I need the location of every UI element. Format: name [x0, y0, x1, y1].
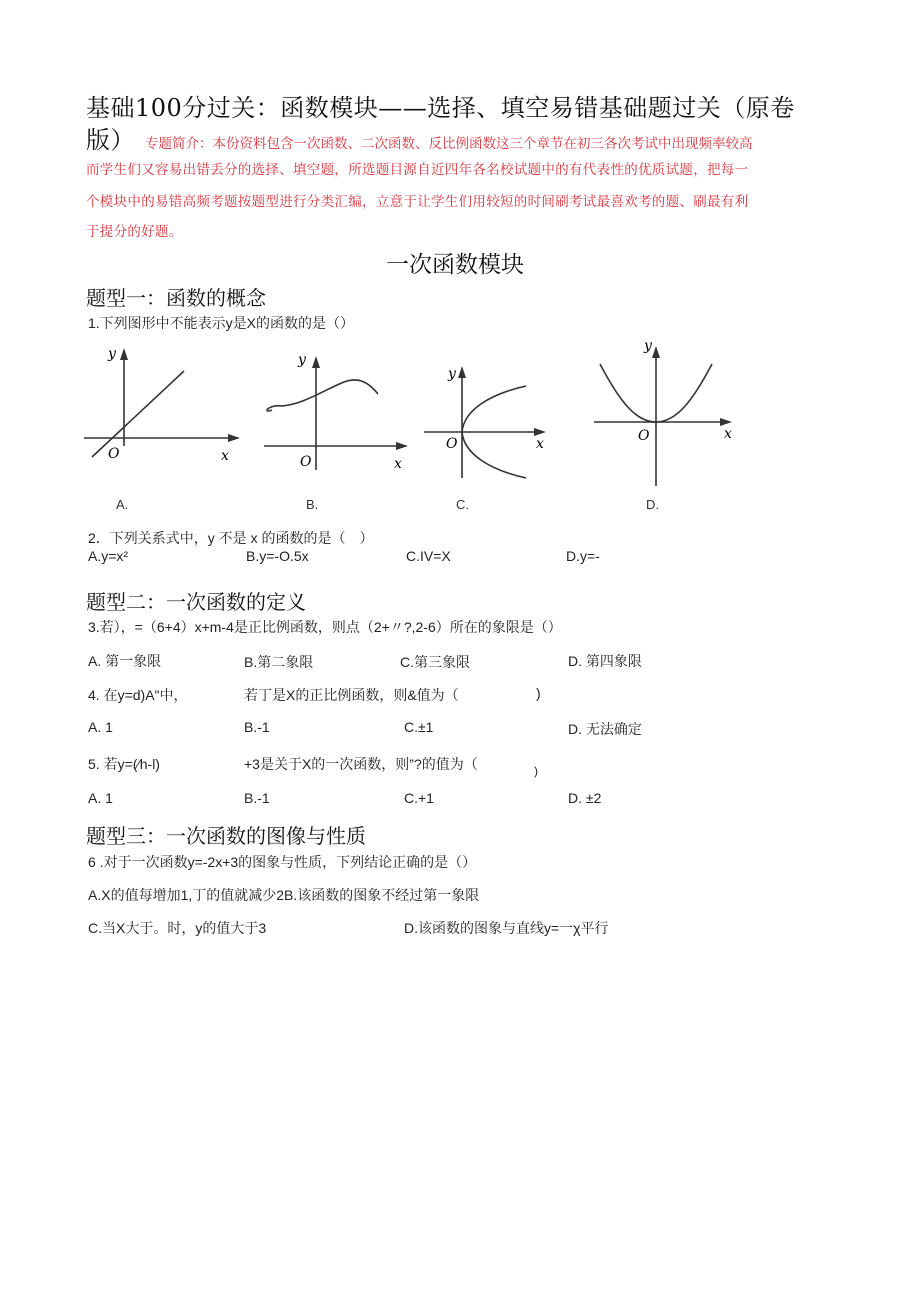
option-d: D.该函数的图象与直线y=一χ平行 [404, 920, 609, 936]
x-axis-label: x [394, 456, 402, 472]
option-a: A.y=x² [88, 548, 129, 564]
option-c: C.+1 [404, 790, 434, 806]
title-continuation-row [86, 120, 753, 155]
graph-d-label: D. [646, 497, 659, 512]
y-axis-arrow-icon [458, 366, 466, 378]
graph-a-label: A. [116, 497, 129, 512]
option-d: D.y=- [566, 548, 600, 564]
option-c: C.±1 [404, 719, 434, 735]
graph-c [420, 338, 570, 518]
x-axis-arrow-icon [720, 418, 732, 426]
option-a: A. 1 [88, 719, 113, 735]
option-a-b: A.X的值每增加1,丁的值就减少2B.该函数的图象不经过第一象限 [88, 887, 480, 903]
option-a: A. 第一象限 [88, 653, 162, 669]
question-1-stem: 1.下列图形中不能表示y是X的函数的是（） [88, 315, 355, 331]
y-axis-label: y [448, 366, 456, 382]
intro-text-line: 而学生们又容易出错丢分的选择、填空题，所选题目源自近四年各名校试题中的有代表性的优质试题，把每一 [86, 162, 749, 178]
question-4-stem-start: 4. 在y=d)A"中， [88, 687, 188, 703]
x-axis-label: x [724, 426, 732, 442]
section-heading: 题型二：一次函数的定义 [86, 590, 306, 614]
origin-label: O [446, 436, 458, 452]
graph-a [82, 338, 252, 518]
x-axis-arrow-icon [396, 442, 408, 450]
question-4-stem-end: ) [536, 685, 541, 701]
option-c: C.当X大于。时，y的值大于3 [88, 920, 267, 936]
y-axis-arrow-icon [312, 356, 320, 368]
graph-d [590, 336, 750, 516]
option-b: B.-1 [244, 790, 270, 806]
question-5-stem-start: 5. 若y=(∕h-l) [88, 756, 160, 772]
x-axis-label: x [221, 448, 229, 464]
intro-text-line: 于提分的好题。 [86, 224, 183, 240]
question-5-stem-middle: +3是关于X的一次函数，则”?的值为（ [244, 756, 478, 772]
option-c: C.第三象限 [400, 654, 470, 670]
question-6-stem: 6 .对于一次函数y=-2x+3的图象与性质，下列结论正确的是（） [88, 854, 477, 870]
intro-text-inline: 专题简介：本份资料包含一次函数、二次函数、反比例函数这三个章节在初三各次考试中出现频率较高 [145, 136, 753, 152]
x-axis-arrow-icon [534, 428, 546, 436]
module-title: 一次函数模块 [386, 252, 524, 278]
question-2-stem: 2．下列关系式中，y 不是 x 的函数的是（ ） [88, 530, 374, 546]
question-4-stem-middle: 若丁是X的正比例函数，则&值为（ [244, 687, 459, 703]
document-title: 基础100分过关：函数模块——选择、填空易错基础题过关（原卷 [86, 94, 795, 122]
origin-label: O [300, 454, 312, 470]
y-axis-arrow-icon [652, 346, 660, 358]
y-axis-arrow-icon [120, 348, 128, 360]
option-d: D. ±2 [568, 790, 602, 806]
section-heading: 题型一：函数的概念 [86, 286, 266, 310]
option-b: B.-1 [244, 719, 270, 735]
option-a: A. 1 [88, 790, 113, 806]
option-b: B.第二象限 [244, 654, 314, 670]
graph-c-label: C. [456, 497, 469, 512]
origin-label: O [108, 446, 120, 462]
curve-wave [267, 380, 378, 411]
question-5-stem-end: ) [534, 764, 538, 778]
option-d: D. 第四象限 [568, 653, 642, 669]
y-axis-label: y [644, 338, 652, 354]
option-c: C.IV=X [406, 548, 451, 564]
curve-line [92, 371, 184, 457]
section-heading: 题型三：一次函数的图像与性质 [86, 824, 366, 848]
y-axis-label: y [108, 346, 116, 362]
option-d: D. 无法确定 [568, 721, 642, 737]
question-3-stem: 3.若），=（6+4）x+m-4是正比例函数，则点（2+〃?,2-6）所在的象限是（） [88, 619, 562, 635]
option-b: B.y=-O.5x [246, 548, 309, 564]
graph-b-label: B. [306, 497, 319, 512]
intro-text-line: 个模块中的易错高频考题按题型进行分类汇编，立意于让学生们用较短的时间刷考试最喜欢考的题、刷最有利 [86, 194, 749, 210]
x-axis-label: x [536, 436, 544, 452]
document-title-line2: 版） [86, 126, 135, 154]
x-axis-arrow-icon [228, 434, 240, 442]
graph-b [260, 338, 420, 518]
origin-label: O [638, 428, 650, 444]
y-axis-label: y [298, 352, 306, 368]
